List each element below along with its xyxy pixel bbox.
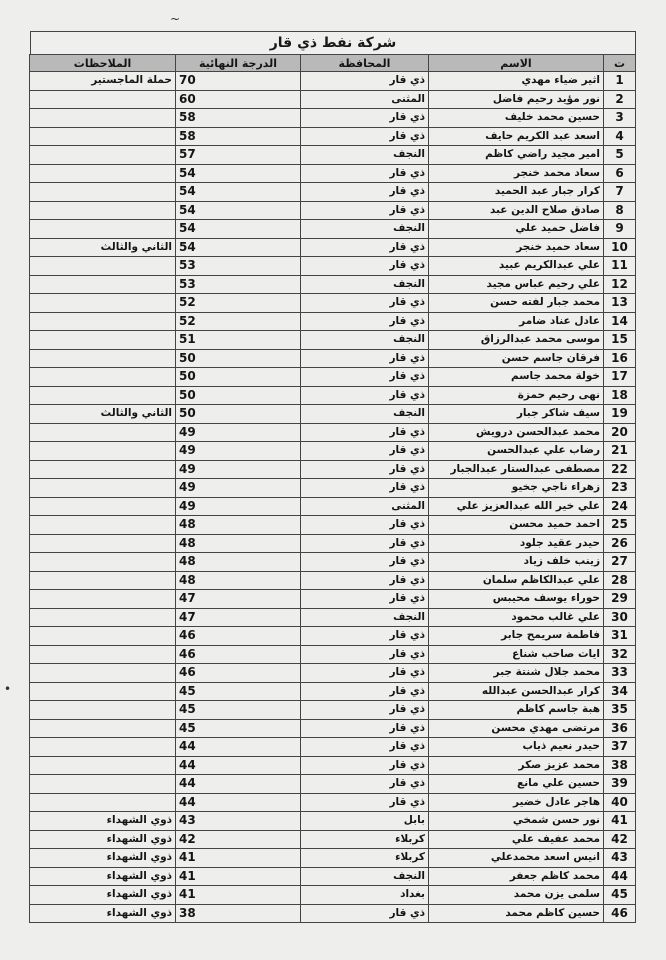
row-notes — [30, 756, 176, 775]
row-governorate: النجف — [301, 275, 429, 294]
row-notes — [30, 386, 176, 405]
row-notes — [30, 516, 176, 535]
row-governorate: ذي قار — [301, 479, 429, 498]
row-final-grade: 47 — [176, 590, 301, 609]
row-number: 3 — [604, 109, 636, 128]
row-governorate: ذي قار — [301, 553, 429, 572]
row-number: 25 — [604, 516, 636, 535]
table-row — [30, 627, 636, 646]
row-notes — [30, 479, 176, 498]
row-number: 4 — [604, 127, 636, 146]
row-name: حسين كاظم محمد — [429, 904, 604, 923]
row-number: 20 — [604, 423, 636, 442]
row-governorate: ذي قار — [301, 904, 429, 923]
row-final-grade: 46 — [176, 645, 301, 664]
row-governorate: ذي قار — [301, 719, 429, 738]
row-name: كرار جبار عبد الحميد — [429, 183, 604, 202]
row-name: حسين علي مانع — [429, 775, 604, 794]
row-final-grade: 49 — [176, 442, 301, 461]
row-governorate: ذي قار — [301, 386, 429, 405]
table-row — [30, 164, 636, 183]
row-name: حسين محمد خليف — [429, 109, 604, 128]
row-governorate: بغداد — [301, 886, 429, 905]
row-final-grade: 53 — [176, 257, 301, 276]
column-header-num: ت — [604, 55, 636, 72]
row-final-grade: 48 — [176, 516, 301, 535]
row-final-grade: 47 — [176, 608, 301, 627]
table-row — [30, 257, 636, 276]
row-name: سيف شاكر جبار — [429, 405, 604, 424]
row-name: فاضل حميد علي — [429, 220, 604, 239]
row-name: امير مجيد راضي كاظم — [429, 146, 604, 165]
row-number: 35 — [604, 701, 636, 720]
row-final-grade: 41 — [176, 867, 301, 886]
row-final-grade: 50 — [176, 368, 301, 387]
results-table — [29, 54, 636, 923]
row-notes — [30, 146, 176, 165]
row-name: عادل عناد ضامر — [429, 312, 604, 331]
row-final-grade: 48 — [176, 571, 301, 590]
row-notes — [30, 220, 176, 239]
row-governorate: ذي قار — [301, 645, 429, 664]
row-final-grade: 48 — [176, 553, 301, 572]
table-row — [30, 682, 636, 701]
row-governorate: ذي قار — [301, 368, 429, 387]
row-final-grade: 54 — [176, 183, 301, 202]
row-final-grade: 51 — [176, 331, 301, 350]
table-row — [30, 849, 636, 868]
row-governorate: النجف — [301, 867, 429, 886]
row-final-grade: 49 — [176, 479, 301, 498]
table-row — [30, 146, 636, 165]
row-name: حيدر عقيد جلود — [429, 534, 604, 553]
row-name: حوراء يوسف محيبس — [429, 590, 604, 609]
row-final-grade: 58 — [176, 109, 301, 128]
row-notes: حملة الماجستير — [30, 72, 176, 91]
column-header-governorate: المحافظة — [301, 55, 429, 72]
row-name: مرتضى مهدي محسن — [429, 719, 604, 738]
row-notes — [30, 460, 176, 479]
row-notes — [30, 257, 176, 276]
row-notes — [30, 183, 176, 202]
row-governorate: ذي قار — [301, 257, 429, 276]
row-number: 13 — [604, 294, 636, 313]
row-final-grade: 52 — [176, 294, 301, 313]
row-number: 15 — [604, 331, 636, 350]
row-notes — [30, 90, 176, 109]
row-governorate: ذي قار — [301, 793, 429, 812]
row-notes: ذوي الشهداء — [30, 886, 176, 905]
row-notes — [30, 590, 176, 609]
row-number: 8 — [604, 201, 636, 220]
row-number: 36 — [604, 719, 636, 738]
row-name: خولة محمد جاسم — [429, 368, 604, 387]
row-final-grade: 52 — [176, 312, 301, 331]
row-final-grade: 50 — [176, 386, 301, 405]
row-final-grade: 54 — [176, 201, 301, 220]
row-governorate: ذي قار — [301, 516, 429, 535]
row-number: 30 — [604, 608, 636, 627]
row-number: 1 — [604, 72, 636, 91]
row-final-grade: 49 — [176, 460, 301, 479]
row-name: فرقان جاسم حسن — [429, 349, 604, 368]
row-notes: ذوي الشهداء — [30, 904, 176, 923]
table-row — [30, 775, 636, 794]
table-row — [30, 386, 636, 405]
row-final-grade: 45 — [176, 682, 301, 701]
row-final-grade: 44 — [176, 738, 301, 757]
row-final-grade: 58 — [176, 127, 301, 146]
row-number: 19 — [604, 405, 636, 424]
table-row — [30, 294, 636, 313]
row-final-grade: 42 — [176, 830, 301, 849]
row-notes — [30, 775, 176, 794]
row-number: 43 — [604, 849, 636, 868]
row-number: 7 — [604, 183, 636, 202]
row-governorate: ذي قار — [301, 72, 429, 91]
row-governorate: بابل — [301, 812, 429, 831]
table-row — [30, 516, 636, 535]
table-row — [30, 220, 636, 239]
row-governorate: ذي قار — [301, 238, 429, 257]
row-governorate: النجف — [301, 608, 429, 627]
row-notes — [30, 553, 176, 572]
row-final-grade: 54 — [176, 220, 301, 239]
row-final-grade: 48 — [176, 534, 301, 553]
row-name: فاطمة سريمح جابر — [429, 627, 604, 646]
table-row — [30, 886, 636, 905]
table-row — [30, 109, 636, 128]
row-governorate: ذي قار — [301, 349, 429, 368]
row-number: 17 — [604, 368, 636, 387]
row-notes — [30, 534, 176, 553]
row-name: محمد جبار لفته حسن — [429, 294, 604, 313]
row-name: محمد جلال شنتة جبر — [429, 664, 604, 683]
row-number: 37 — [604, 738, 636, 757]
row-name: حيدر نعيم ذياب — [429, 738, 604, 757]
row-number: 32 — [604, 645, 636, 664]
row-name: سعاد حميد خنجر — [429, 238, 604, 257]
row-governorate: النجف — [301, 331, 429, 350]
row-notes — [30, 497, 176, 516]
row-notes — [30, 423, 176, 442]
row-final-grade: 54 — [176, 164, 301, 183]
column-header-name: الاسم — [429, 55, 604, 72]
row-governorate: ذي قار — [301, 627, 429, 646]
row-notes — [30, 608, 176, 627]
row-notes: ذوي الشهداء — [30, 849, 176, 868]
row-number: 34 — [604, 682, 636, 701]
row-number: 11 — [604, 257, 636, 276]
row-name: صادق صلاح الدين عبد — [429, 201, 604, 220]
row-final-grade: 44 — [176, 756, 301, 775]
table-row — [30, 201, 636, 220]
row-final-grade: 45 — [176, 719, 301, 738]
row-number: 24 — [604, 497, 636, 516]
row-governorate: ذي قار — [301, 183, 429, 202]
row-final-grade: 46 — [176, 627, 301, 646]
row-number: 26 — [604, 534, 636, 553]
row-governorate: ذي قار — [301, 738, 429, 757]
row-number: 18 — [604, 386, 636, 405]
row-number: 38 — [604, 756, 636, 775]
row-name: زهراء ناجي جخيو — [429, 479, 604, 498]
table-row — [30, 571, 636, 590]
ink-dot: • — [4, 682, 12, 696]
row-governorate: ذي قار — [301, 460, 429, 479]
row-governorate: ذي قار — [301, 294, 429, 313]
table-row — [30, 127, 636, 146]
row-final-grade: 49 — [176, 497, 301, 516]
table-row — [30, 423, 636, 442]
row-number: 40 — [604, 793, 636, 812]
row-governorate: المثنى — [301, 90, 429, 109]
table-row — [30, 830, 636, 849]
row-name: هاجر عادل خضير — [429, 793, 604, 812]
row-final-grade: 41 — [176, 886, 301, 905]
row-governorate: النجف — [301, 146, 429, 165]
row-name: احمد حميد محسن — [429, 516, 604, 535]
row-notes — [30, 682, 176, 701]
row-number: 46 — [604, 904, 636, 923]
table-row — [30, 368, 636, 387]
table-row — [30, 405, 636, 424]
row-number: 33 — [604, 664, 636, 683]
row-number: 6 — [604, 164, 636, 183]
row-governorate: ذي قار — [301, 534, 429, 553]
row-notes — [30, 645, 176, 664]
row-notes — [30, 312, 176, 331]
row-governorate: ذي قار — [301, 312, 429, 331]
row-final-grade: 38 — [176, 904, 301, 923]
table-row — [30, 608, 636, 627]
document-title: شركة نفط ذي قار — [30, 31, 636, 54]
row-notes: الثاني والثالث — [30, 238, 176, 257]
table-row — [30, 756, 636, 775]
table-row — [30, 479, 636, 498]
row-final-grade: 41 — [176, 849, 301, 868]
table-row — [30, 590, 636, 609]
row-number: 45 — [604, 886, 636, 905]
row-governorate: المثنى — [301, 497, 429, 516]
row-name: نور حسن شمخي — [429, 812, 604, 831]
table-row — [30, 90, 636, 109]
table-row — [30, 238, 636, 257]
row-notes — [30, 701, 176, 720]
row-name: محمد كاظم جعفر — [429, 867, 604, 886]
row-notes — [30, 331, 176, 350]
table-row — [30, 312, 636, 331]
row-notes — [30, 664, 176, 683]
row-final-grade: 43 — [176, 812, 301, 831]
row-number: 31 — [604, 627, 636, 646]
scribble-mark: ~ — [170, 12, 181, 26]
row-number: 2 — [604, 90, 636, 109]
row-name: اسعد عبد الكريم حايف — [429, 127, 604, 146]
row-final-grade: 60 — [176, 90, 301, 109]
row-governorate: ذي قار — [301, 127, 429, 146]
row-notes — [30, 109, 176, 128]
row-final-grade: 57 — [176, 146, 301, 165]
row-name: هبة جاسم كاظم — [429, 701, 604, 720]
row-final-grade: 49 — [176, 423, 301, 442]
row-name: رضاب علي عبدالحسن — [429, 442, 604, 461]
column-header-final-grade: الدرجة النهائية — [176, 55, 301, 72]
table-row — [30, 904, 636, 923]
table-row — [30, 664, 636, 683]
row-name: نهى رحيم حمزة — [429, 386, 604, 405]
table-row — [30, 534, 636, 553]
row-notes — [30, 201, 176, 220]
row-governorate: كربلاء — [301, 849, 429, 868]
table-row — [30, 460, 636, 479]
row-governorate: ذي قار — [301, 571, 429, 590]
table-row — [30, 645, 636, 664]
row-number: 9 — [604, 220, 636, 239]
row-name: محمد عزيز صكر — [429, 756, 604, 775]
row-number: 27 — [604, 553, 636, 572]
table-row — [30, 349, 636, 368]
row-governorate: ذي قار — [301, 664, 429, 683]
row-governorate: ذي قار — [301, 590, 429, 609]
row-name: علي خير الله عبدالعزيز علي — [429, 497, 604, 516]
table-row — [30, 331, 636, 350]
row-notes: ذوي الشهداء — [30, 867, 176, 886]
row-number: 29 — [604, 590, 636, 609]
row-name: كرار عبدالحسن عبدالله — [429, 682, 604, 701]
table-body — [30, 72, 636, 923]
row-final-grade: 70 — [176, 72, 301, 91]
row-notes — [30, 294, 176, 313]
table-row — [30, 183, 636, 202]
row-notes — [30, 719, 176, 738]
row-number: 12 — [604, 275, 636, 294]
row-name: محمد عفيف علي — [429, 830, 604, 849]
row-notes — [30, 793, 176, 812]
row-name: علي عبدالكاظم سلمان — [429, 571, 604, 590]
row-number: 5 — [604, 146, 636, 165]
row-number: 39 — [604, 775, 636, 794]
row-final-grade: 44 — [176, 775, 301, 794]
row-name: اثير ضياء مهدي — [429, 72, 604, 91]
row-final-grade: 44 — [176, 793, 301, 812]
row-name: زينب خلف زياد — [429, 553, 604, 572]
row-notes — [30, 275, 176, 294]
table-row — [30, 812, 636, 831]
row-notes — [30, 571, 176, 590]
row-final-grade: 53 — [176, 275, 301, 294]
row-number: 42 — [604, 830, 636, 849]
row-name: انيس اسعد محمدعلي — [429, 849, 604, 868]
row-notes: ذوي الشهداء — [30, 830, 176, 849]
table-row — [30, 738, 636, 757]
table-row — [30, 553, 636, 572]
row-governorate: ذي قار — [301, 201, 429, 220]
row-name: موسى محمد عبدالرزاق — [429, 331, 604, 350]
row-notes — [30, 349, 176, 368]
row-notes — [30, 127, 176, 146]
table-row — [30, 442, 636, 461]
row-governorate: ذي قار — [301, 442, 429, 461]
table-row — [30, 72, 636, 91]
row-governorate: النجف — [301, 405, 429, 424]
row-final-grade: 54 — [176, 238, 301, 257]
row-final-grade: 45 — [176, 701, 301, 720]
row-final-grade: 50 — [176, 349, 301, 368]
table-row — [30, 867, 636, 886]
row-notes: ذوي الشهداء — [30, 812, 176, 831]
row-number: 41 — [604, 812, 636, 831]
table-row — [30, 497, 636, 516]
row-notes — [30, 164, 176, 183]
row-number: 28 — [604, 571, 636, 590]
row-final-grade: 50 — [176, 405, 301, 424]
row-governorate: ذي قار — [301, 775, 429, 794]
table-row — [30, 793, 636, 812]
row-name: سعاد محمد خنجر — [429, 164, 604, 183]
row-number: 21 — [604, 442, 636, 461]
row-name: محمد عبدالحسن درويش — [429, 423, 604, 442]
row-number: 10 — [604, 238, 636, 257]
row-governorate: النجف — [301, 220, 429, 239]
row-name: ايات صاحب شناع — [429, 645, 604, 664]
row-name: نور مؤيد رحيم فاضل — [429, 90, 604, 109]
row-name: مصطفى عبدالستار عبدالجبار — [429, 460, 604, 479]
row-notes — [30, 738, 176, 757]
table-row — [30, 719, 636, 738]
row-notes: الثاني والثالث — [30, 405, 176, 424]
row-governorate: ذي قار — [301, 109, 429, 128]
table-row — [30, 701, 636, 720]
row-governorate: ذي قار — [301, 682, 429, 701]
row-notes — [30, 368, 176, 387]
row-notes — [30, 627, 176, 646]
row-final-grade: 46 — [176, 664, 301, 683]
row-name: علي عبدالكريم عبيد — [429, 257, 604, 276]
row-notes — [30, 442, 176, 461]
row-number: 16 — [604, 349, 636, 368]
row-number: 22 — [604, 460, 636, 479]
row-number: 23 — [604, 479, 636, 498]
row-name: سلمى يزن محمد — [429, 886, 604, 905]
table-header-row — [30, 55, 636, 72]
row-number: 14 — [604, 312, 636, 331]
column-header-notes: الملاحظات — [30, 55, 176, 72]
row-governorate: ذي قار — [301, 756, 429, 775]
row-governorate: ذي قار — [301, 701, 429, 720]
row-governorate: ذي قار — [301, 423, 429, 442]
row-name: علي رحيم عباس مجيد — [429, 275, 604, 294]
row-governorate: ذي قار — [301, 164, 429, 183]
row-governorate: كربلاء — [301, 830, 429, 849]
table-row — [30, 275, 636, 294]
row-name: علي غالب محمود — [429, 608, 604, 627]
row-number: 44 — [604, 867, 636, 886]
document-sheet — [30, 31, 636, 923]
